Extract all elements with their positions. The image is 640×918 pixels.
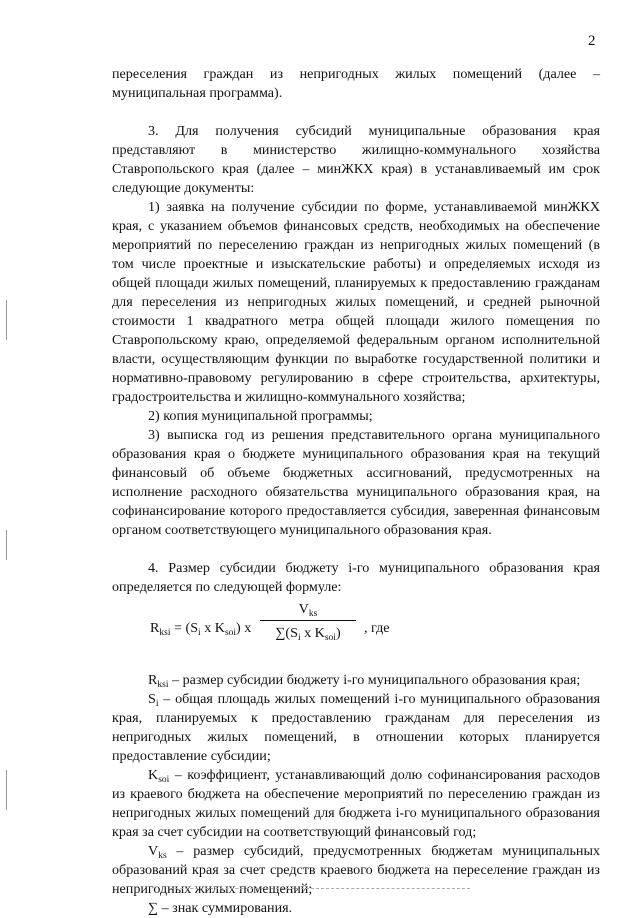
scan-mark (6, 770, 7, 810)
formula-numerator: $V_{ks}$ (298, 601, 318, 619)
formula-lhs: $R_{ksi} = (S_i$ x $K_{soi}$) x (150, 620, 252, 638)
paragraph-3-item-3: 3) выписка год из решения представительного органа муниципального образования края о бюджете муниципального образования края на текущий финансовый об объеме бюджетных ассигнований, предусмотренных на исполнение расходного обязательства муниципального образования края, на софинансирование которого предоставляется субсидия, заверенная финансовым органом соответствующего муниципального образования края. (112, 427, 600, 538)
formula (112, 599, 600, 657)
spacer (112, 103, 600, 122)
scan-bottom-rule (170, 888, 470, 890)
definition-sum: ∑ – знак суммирования. (148, 900, 293, 916)
scan-margin-marks (6, 300, 8, 900)
definition-ksoi: $K_{soi}$ – коэффициент, устанавливающий долю софинансирования расходов из краевого бюджета на обеспечение мероприятий по переселению граждан из непригодных жилых помещений для бюджета i-го муниципального образования края за счет субсидии на соответствующий финансовый год; (112, 767, 600, 840)
definition-rksi: $R_{ksi}$ – размер субсидии бюджету i-го муниципального образования края; (148, 672, 581, 690)
definition-vks: $V_{ks}$ – размер субсидий, предусмотренных бюджетам муниципальных образований края за счет средств краевого бюджета на переселение граждан из непригодных жилых помещений; (112, 843, 600, 897)
document-body (112, 65, 600, 918)
scan-mark (6, 530, 7, 560)
paragraph-3-item-2: 2) копия муниципальной программы; (148, 408, 373, 424)
page-number: 2 (588, 33, 596, 49)
formula-denominator: $\sum(S_i$ x $K_{soi}$) (275, 625, 341, 643)
paragraph-continuation: переселения граждан из непригодных жилых помещений (далее – муниципальная программа). (112, 66, 600, 101)
spacer (112, 540, 600, 559)
paragraph-3-item-1: 1) заявка на получение субсидии по форме, устанавливаемой минЖКХ края, с указанием объемов финансовых средств, необходимых на обеспечение мероприятий по переселению граждан из непригодных жилых помещений (в том числе проектные и изыскательские работы) и определяемых исходя из общей площади жилых помещений, планируемых к предоставлению гражданам для переселения из непригодных жилых помещений, и средней рыночной стоимости 1 квадратного метра общей площади жилого помещения по Ставропольскому краю, определяемой федеральным органом исполнительной власти, осуществляющим функции по выработке государственной политики и нормативно-правовому регулированию в сфере строительства, архитектуры, градостроительства и жилищно-коммунального хозяйства; (112, 199, 600, 405)
formula-fraction (260, 599, 356, 643)
scan-mark (6, 300, 7, 340)
paragraph-4: 4. Размер субсидии бюджету i-го муниципального образования края определяется по следующей формуле: (112, 560, 600, 595)
definition-si: $S_i$ – общая площадь жилых помещений i-го муниципального образования края, планируемых к предоставлению гражданам для переселения из непригодных жилых помещений, в отношении которых планируется предоставление субсидии; (112, 691, 600, 764)
formula-suffix: , где (364, 620, 390, 636)
paragraph-3: 3. Для получения субсидий муниципальные образования края представляют в министерство жилищно-коммунального хозяйства Ставропольского края (далее – минЖКХ края) в устанавливаемый им срок следующие документы: (112, 123, 600, 196)
fraction-bar (260, 620, 356, 621)
